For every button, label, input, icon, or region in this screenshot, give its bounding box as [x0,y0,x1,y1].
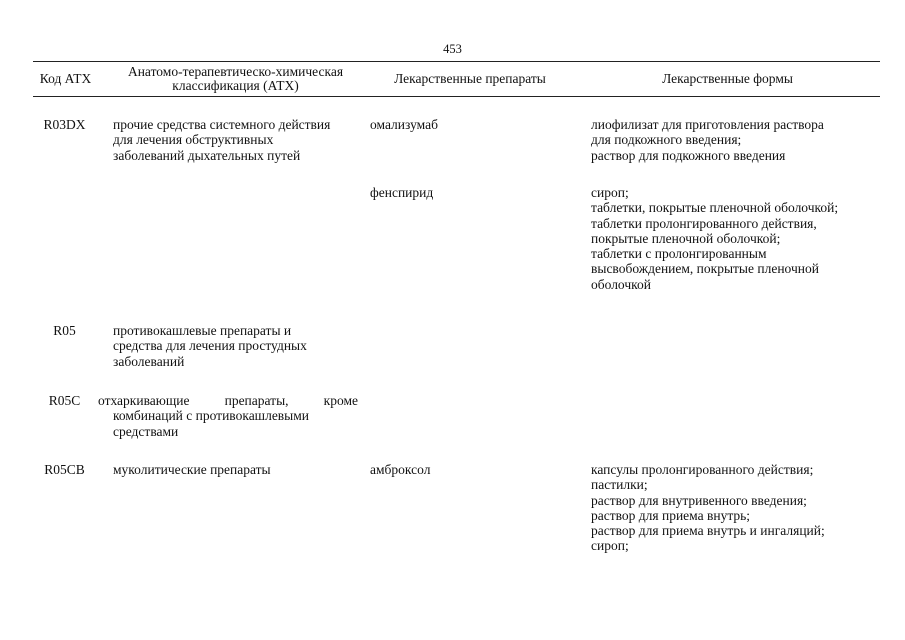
header-drugs: Лекарственные препараты [394,70,546,86]
form-line: оболочкой [591,276,651,292]
table-row-code: R05CB [44,462,85,477]
form-line: капсулы пролонгированного действия; [591,462,814,477]
table-row-forms [591,117,871,163]
table-row-forms [591,462,871,554]
form-line: сироп; [591,538,629,554]
table-header-rule [33,96,880,97]
classification-line: заболеваний [113,353,185,369]
table-row-classification [113,462,358,477]
classification-line: заболеваний дыхательных путей [113,147,301,163]
classification-line: средства для лечения простудных [113,338,307,354]
table-row-classification [113,117,358,163]
table-row-code: R05C [48,393,81,408]
table-row-code: R03DX [43,117,86,132]
page-number: 453 [443,42,462,56]
classification-line: прочие средства системного действия [113,117,331,132]
form-line: таблетки с пролонгированным [591,246,767,262]
table-row-classification [113,323,358,369]
form-line: раствор для внутривенного введения; [591,492,807,508]
table-row-classification [98,393,358,439]
form-line: таблетки, покрытые пленочной оболочкой; [591,200,839,216]
form-line: лиофилизат для приготовления раствора [591,117,824,132]
form-line: таблетки пролонгированного действия, [591,215,817,231]
classification-line: комбинаций с противокашлевыми [113,408,310,424]
table-row-drug: фенспирид [370,185,434,200]
table-row-code: R05 [53,323,76,338]
form-line: раствор для приема внутрь; [591,507,751,523]
form-line: сироп; [591,185,629,200]
form-line: раствор для приема внутрь и ингаляций; [591,523,825,539]
header-classification-line: классификация (АТХ) [172,77,299,93]
table-row-drug: амброксол [370,462,431,477]
form-line: раствор для подкожного введения [591,147,786,163]
header-code: Код АТХ [39,70,92,86]
header-forms: Лекарственные формы [662,70,793,86]
header-classification-line: Анатомо-терапевтическо-химическая [127,63,344,79]
table-row-drug: омализумаб [370,117,438,132]
classification-line: отхаркивающие препараты, кроме [98,393,358,408]
table-row-forms [591,185,871,292]
classification-line: противокашлевые препараты и [113,323,292,338]
form-line: пастилки; [591,477,648,493]
header-classification [103,62,368,95]
form-line: для подкожного введения; [591,132,742,148]
classification-line: для лечения обструктивных [113,132,274,148]
classification-line: средствами [113,423,179,439]
form-line: покрытые пленочной оболочкой; [591,230,781,246]
form-line: высвобождением, покрытые пленочной [591,261,819,277]
classification-line: муколитические препараты [113,462,271,477]
